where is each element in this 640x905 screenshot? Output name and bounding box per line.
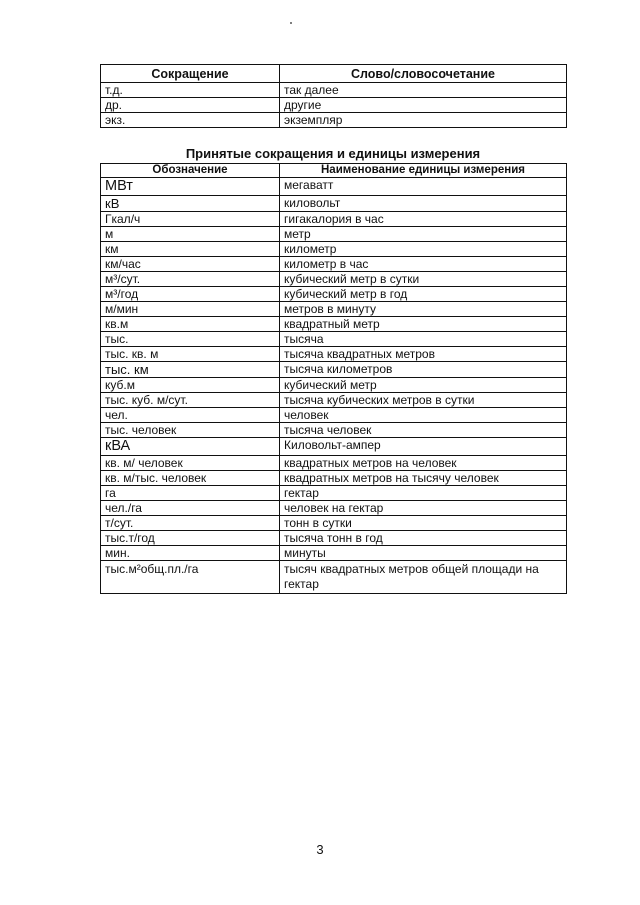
table-row [101, 423, 567, 438]
unit-symbol-cell: т/сут. [101, 516, 280, 531]
unit-name-cell: тысяча тонн в год [280, 531, 567, 546]
unit-name-cell: тонн в сутки [280, 516, 567, 531]
abbreviation-cell: т.д. [101, 83, 280, 98]
table-row [101, 378, 567, 393]
unit-name-cell: квадратных метров на тысячу человек [280, 471, 567, 486]
unit-name-cell: километр [280, 242, 567, 257]
unit-symbol-cell: кв. м/ человек [101, 456, 280, 471]
abbreviation-cell: экз. [101, 113, 280, 128]
unit-symbol-cell: мин. [101, 546, 280, 561]
unit-symbol-cell: куб.м [101, 378, 280, 393]
unit-symbol-cell: Гкал/ч [101, 212, 280, 227]
scan-dot [290, 22, 292, 24]
table-row [101, 196, 567, 212]
units-section-title: Принятые сокращения и единицы измерения [185, 146, 481, 161]
unit-name-cell: тысяча кубических метров в сутки [280, 393, 567, 408]
unit-name-cell: тысяча километров [280, 362, 567, 378]
abbreviation-cell: др. [101, 98, 280, 113]
unit-name-cell: Киловольт-ампер [280, 438, 567, 456]
units-table [100, 163, 567, 594]
unit-name-cell: кубический метр [280, 378, 567, 393]
units-header-row [101, 164, 567, 178]
table-row [101, 227, 567, 242]
units-body [101, 178, 567, 594]
unit-symbol-cell: кв.м [101, 317, 280, 332]
table-row [101, 501, 567, 516]
word-cell: другие [280, 98, 567, 113]
unit-name-cell: метров в минуту [280, 302, 567, 317]
word-column-header: Слово/словосочетание [280, 65, 567, 83]
table-row [101, 302, 567, 317]
table-row [101, 332, 567, 347]
unit-symbol-cell: кв. м/тыс. человек [101, 471, 280, 486]
unit-name-cell: тысяча [280, 332, 567, 347]
unit-symbol-cell: тыс. кв. м [101, 347, 280, 362]
table-row [101, 486, 567, 501]
unit-name-cell: гигакалория в час [280, 212, 567, 227]
table-row [101, 546, 567, 561]
unit-symbol-cell: м³/сут. [101, 272, 280, 287]
unit-name-column-header: Наименование единицы измерения [280, 164, 567, 178]
unit-name-cell: тысяча квадратных метров [280, 347, 567, 362]
unit-name-cell: кубический метр в год [280, 287, 567, 302]
word-cell: экземпляр [280, 113, 567, 128]
abbreviation-column-header: Сокращение [101, 65, 280, 83]
table-row [101, 438, 567, 456]
word-cell: так далее [280, 83, 567, 98]
unit-symbol-cell: чел./га [101, 501, 280, 516]
unit-name-cell: человек на гектар [280, 501, 567, 516]
unit-symbol-cell: тыс.м²общ.пл./га [101, 561, 280, 594]
unit-symbol-cell: тыс. [101, 332, 280, 347]
unit-name-cell: тысяч квадратных метров общей площади на гектар [280, 561, 567, 594]
unit-symbol-cell: кВА [101, 438, 280, 456]
abbreviations-table [100, 64, 567, 128]
unit-name-cell: кубический метр в сутки [280, 272, 567, 287]
unit-symbol-cell: кВ [101, 196, 280, 212]
abbreviations-header-row [101, 65, 567, 83]
unit-name-cell: киловольт [280, 196, 567, 212]
table-row [101, 257, 567, 272]
table-row [101, 362, 567, 378]
table-row [101, 287, 567, 302]
unit-symbol-cell: тыс. куб. м/сут. [101, 393, 280, 408]
abbreviations-body [101, 83, 567, 128]
unit-name-cell: метр [280, 227, 567, 242]
table-row [101, 242, 567, 257]
unit-symbol-cell: чел. [101, 408, 280, 423]
unit-symbol-cell: га [101, 486, 280, 501]
table-row [101, 347, 567, 362]
table-row [101, 456, 567, 471]
table-row [101, 561, 567, 594]
table-row [101, 516, 567, 531]
unit-name-cell: гектар [280, 486, 567, 501]
table-row [101, 317, 567, 332]
table-row [101, 212, 567, 227]
unit-name-cell: квадратный метр [280, 317, 567, 332]
unit-name-cell: квадратных метров на человек [280, 456, 567, 471]
unit-symbol-cell: км [101, 242, 280, 257]
unit-symbol-cell: МВт [101, 178, 280, 196]
unit-name-cell: мегаватт [280, 178, 567, 196]
unit-symbol-cell: м [101, 227, 280, 242]
table-row [101, 408, 567, 423]
unit-name-cell: километр в час [280, 257, 567, 272]
table-row [101, 83, 567, 98]
unit-symbol-cell: тыс.т/год [101, 531, 280, 546]
table-row [101, 531, 567, 546]
table-row [101, 98, 567, 113]
symbol-column-header: Обозначение [101, 164, 280, 178]
unit-symbol-cell: м/мин [101, 302, 280, 317]
unit-symbol-cell: тыс. человек [101, 423, 280, 438]
table-row [101, 113, 567, 128]
unit-symbol-cell: км/час [101, 257, 280, 272]
table-row [101, 272, 567, 287]
page-number: 3 [316, 842, 324, 857]
unit-symbol-cell: м³/год [101, 287, 280, 302]
unit-symbol-cell: тыс. км [101, 362, 280, 378]
table-row [101, 393, 567, 408]
table-row [101, 471, 567, 486]
unit-name-cell: человек [280, 408, 567, 423]
unit-name-cell: минуты [280, 546, 567, 561]
table-row [101, 178, 567, 196]
unit-name-cell: тысяча человек [280, 423, 567, 438]
